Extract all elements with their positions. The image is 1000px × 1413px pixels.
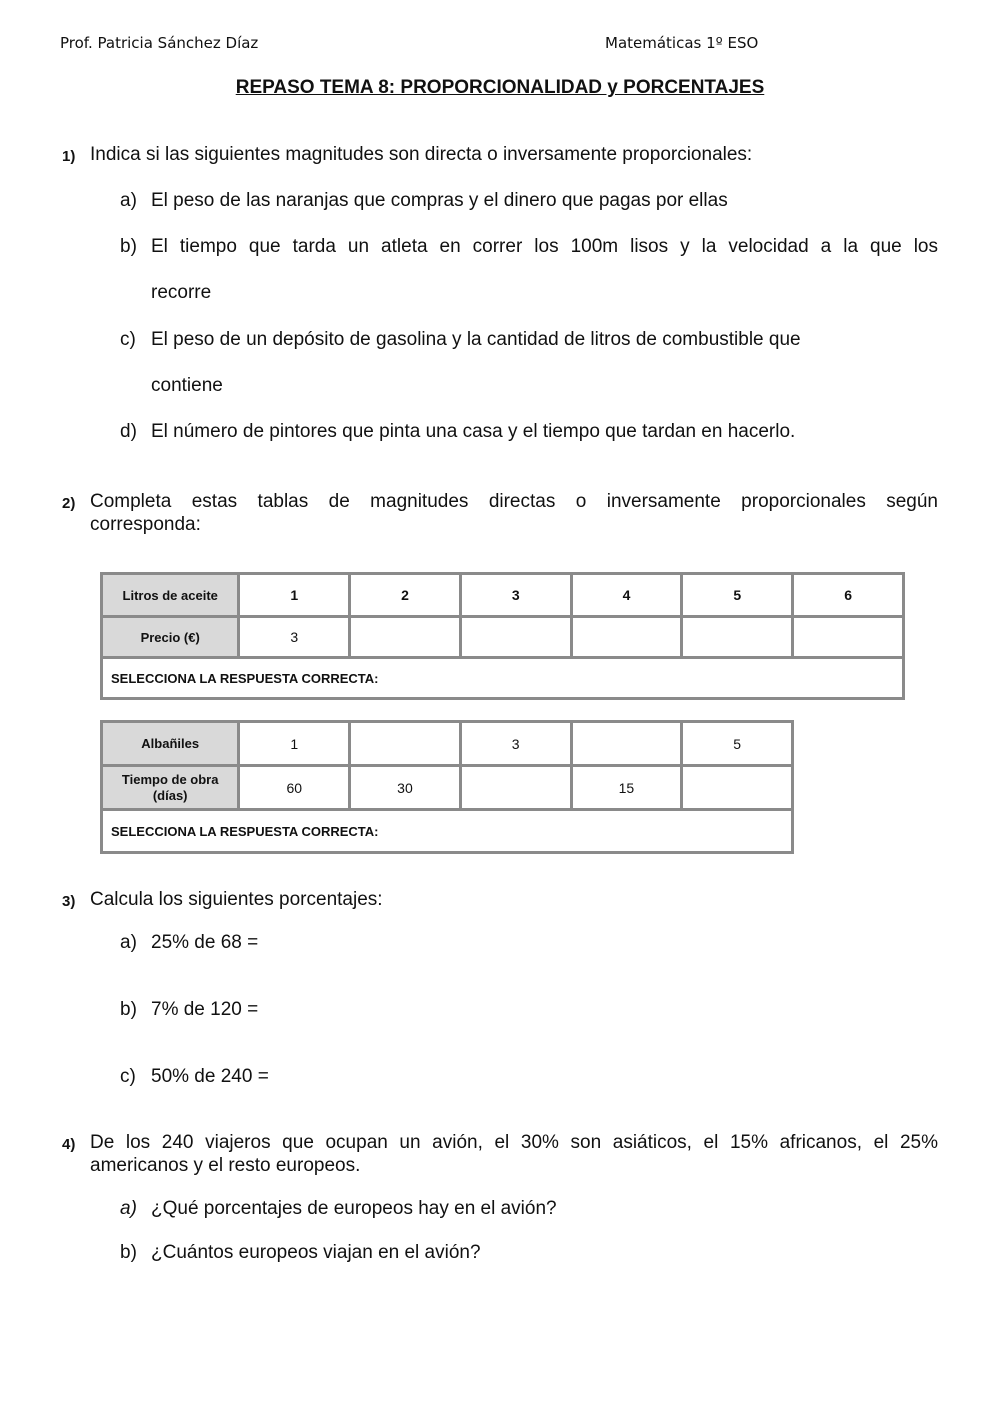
answer-cell[interactable] [793, 617, 904, 658]
item-text: El número de pintores que pinta una casa y el tiempo que tardan en hacerlo. [151, 421, 796, 442]
question-number: 1) [62, 148, 76, 165]
question-number: 3) [62, 893, 76, 910]
question-1-text: Indica si las siguientes magnitudes son directa o inversamente proporcionales: [90, 144, 753, 165]
cell: 6 [793, 574, 904, 617]
answer-cell[interactable] [350, 617, 461, 658]
select-answer-row[interactable]: SELECCIONA LA RESPUESTA CORRECTA: [102, 658, 904, 699]
cell: 60 [239, 766, 350, 810]
row-header: Precio (€) [102, 617, 239, 658]
cell: 3 [460, 722, 571, 766]
row-header: Litros de aceite [102, 574, 239, 617]
item-label: d) [120, 421, 137, 442]
answer-cell[interactable] [682, 766, 793, 810]
answer-cell[interactable] [682, 617, 793, 658]
author: Prof. Patricia Sánchez Díaz [60, 34, 259, 52]
item-text: ¿Qué porcentajes de europeos hay en el avión? [151, 1198, 557, 1219]
question-number: 4) [62, 1136, 76, 1153]
item-text: El peso de un depósito de gasolina y la cantidad de litros de combustible que [151, 329, 801, 350]
item-text: ¿Cuántos europeos viajan en el avión? [151, 1242, 481, 1263]
row-header: Tiempo de obra (días) [102, 766, 239, 810]
item-label: a) [120, 1198, 137, 1219]
item-text: El peso de las naranjas que compras y el dinero que pagas por ellas [151, 190, 728, 211]
cell: 5 [682, 722, 793, 766]
item-label: c) [120, 329, 136, 350]
item-label: a) [120, 932, 137, 953]
item-text: 50% de 240 = [151, 1066, 269, 1087]
question-3-text: Calcula los siguientes porcentajes: [90, 889, 383, 910]
table-litros-precio [100, 572, 905, 700]
cell: 1 [239, 722, 350, 766]
cell: 5 [682, 574, 793, 617]
subject: Matemáticas 1º ESO [605, 34, 759, 52]
cell: 3 [239, 617, 350, 658]
question-2-text-cont: corresponda: [90, 514, 201, 535]
item-text: 25% de 68 = [151, 932, 259, 953]
table-albaniles-tiempo [100, 720, 794, 854]
item-label: c) [120, 1066, 136, 1087]
question-2-text: Completa estas tablas de magnitudes directas o inversamente proporcionales según [90, 491, 938, 512]
item-text: El tiempo que tarda un atleta en correr los 100m lisos y la velocidad a la que los [151, 236, 938, 257]
item-label: b) [120, 1242, 137, 1263]
cell: 3 [460, 574, 571, 617]
question-4-text: De los 240 viajeros que ocupan un avión, el 30% son asiáticos, el 15% africanos, el 25% [90, 1132, 938, 1153]
question-4-text-cont: americanos y el resto europeos. [90, 1155, 361, 1176]
item-label: b) [120, 236, 137, 257]
answer-cell[interactable] [571, 617, 682, 658]
item-label: a) [120, 190, 137, 211]
cell: 15 [571, 766, 682, 810]
answer-cell[interactable] [460, 766, 571, 810]
cell: 4 [571, 574, 682, 617]
answer-cell[interactable] [460, 617, 571, 658]
item-label: b) [120, 999, 137, 1020]
cell: 2 [350, 574, 461, 617]
select-answer-row[interactable]: SELECCIONA LA RESPUESTA CORRECTA: [102, 810, 793, 853]
cell: 30 [350, 766, 461, 810]
row-header: Albañiles [102, 722, 239, 766]
item-text-cont: contiene [151, 375, 223, 396]
item-text: 7% de 120 = [151, 999, 259, 1020]
item-text-cont: recorre [151, 282, 212, 303]
answer-cell[interactable] [350, 722, 461, 766]
page-title: REPASO TEMA 8: PROPORCIONALIDAD y PORCENTAJES [235, 77, 765, 98]
cell: 1 [239, 574, 350, 617]
question-number: 2) [62, 495, 76, 512]
answer-cell[interactable] [571, 722, 682, 766]
